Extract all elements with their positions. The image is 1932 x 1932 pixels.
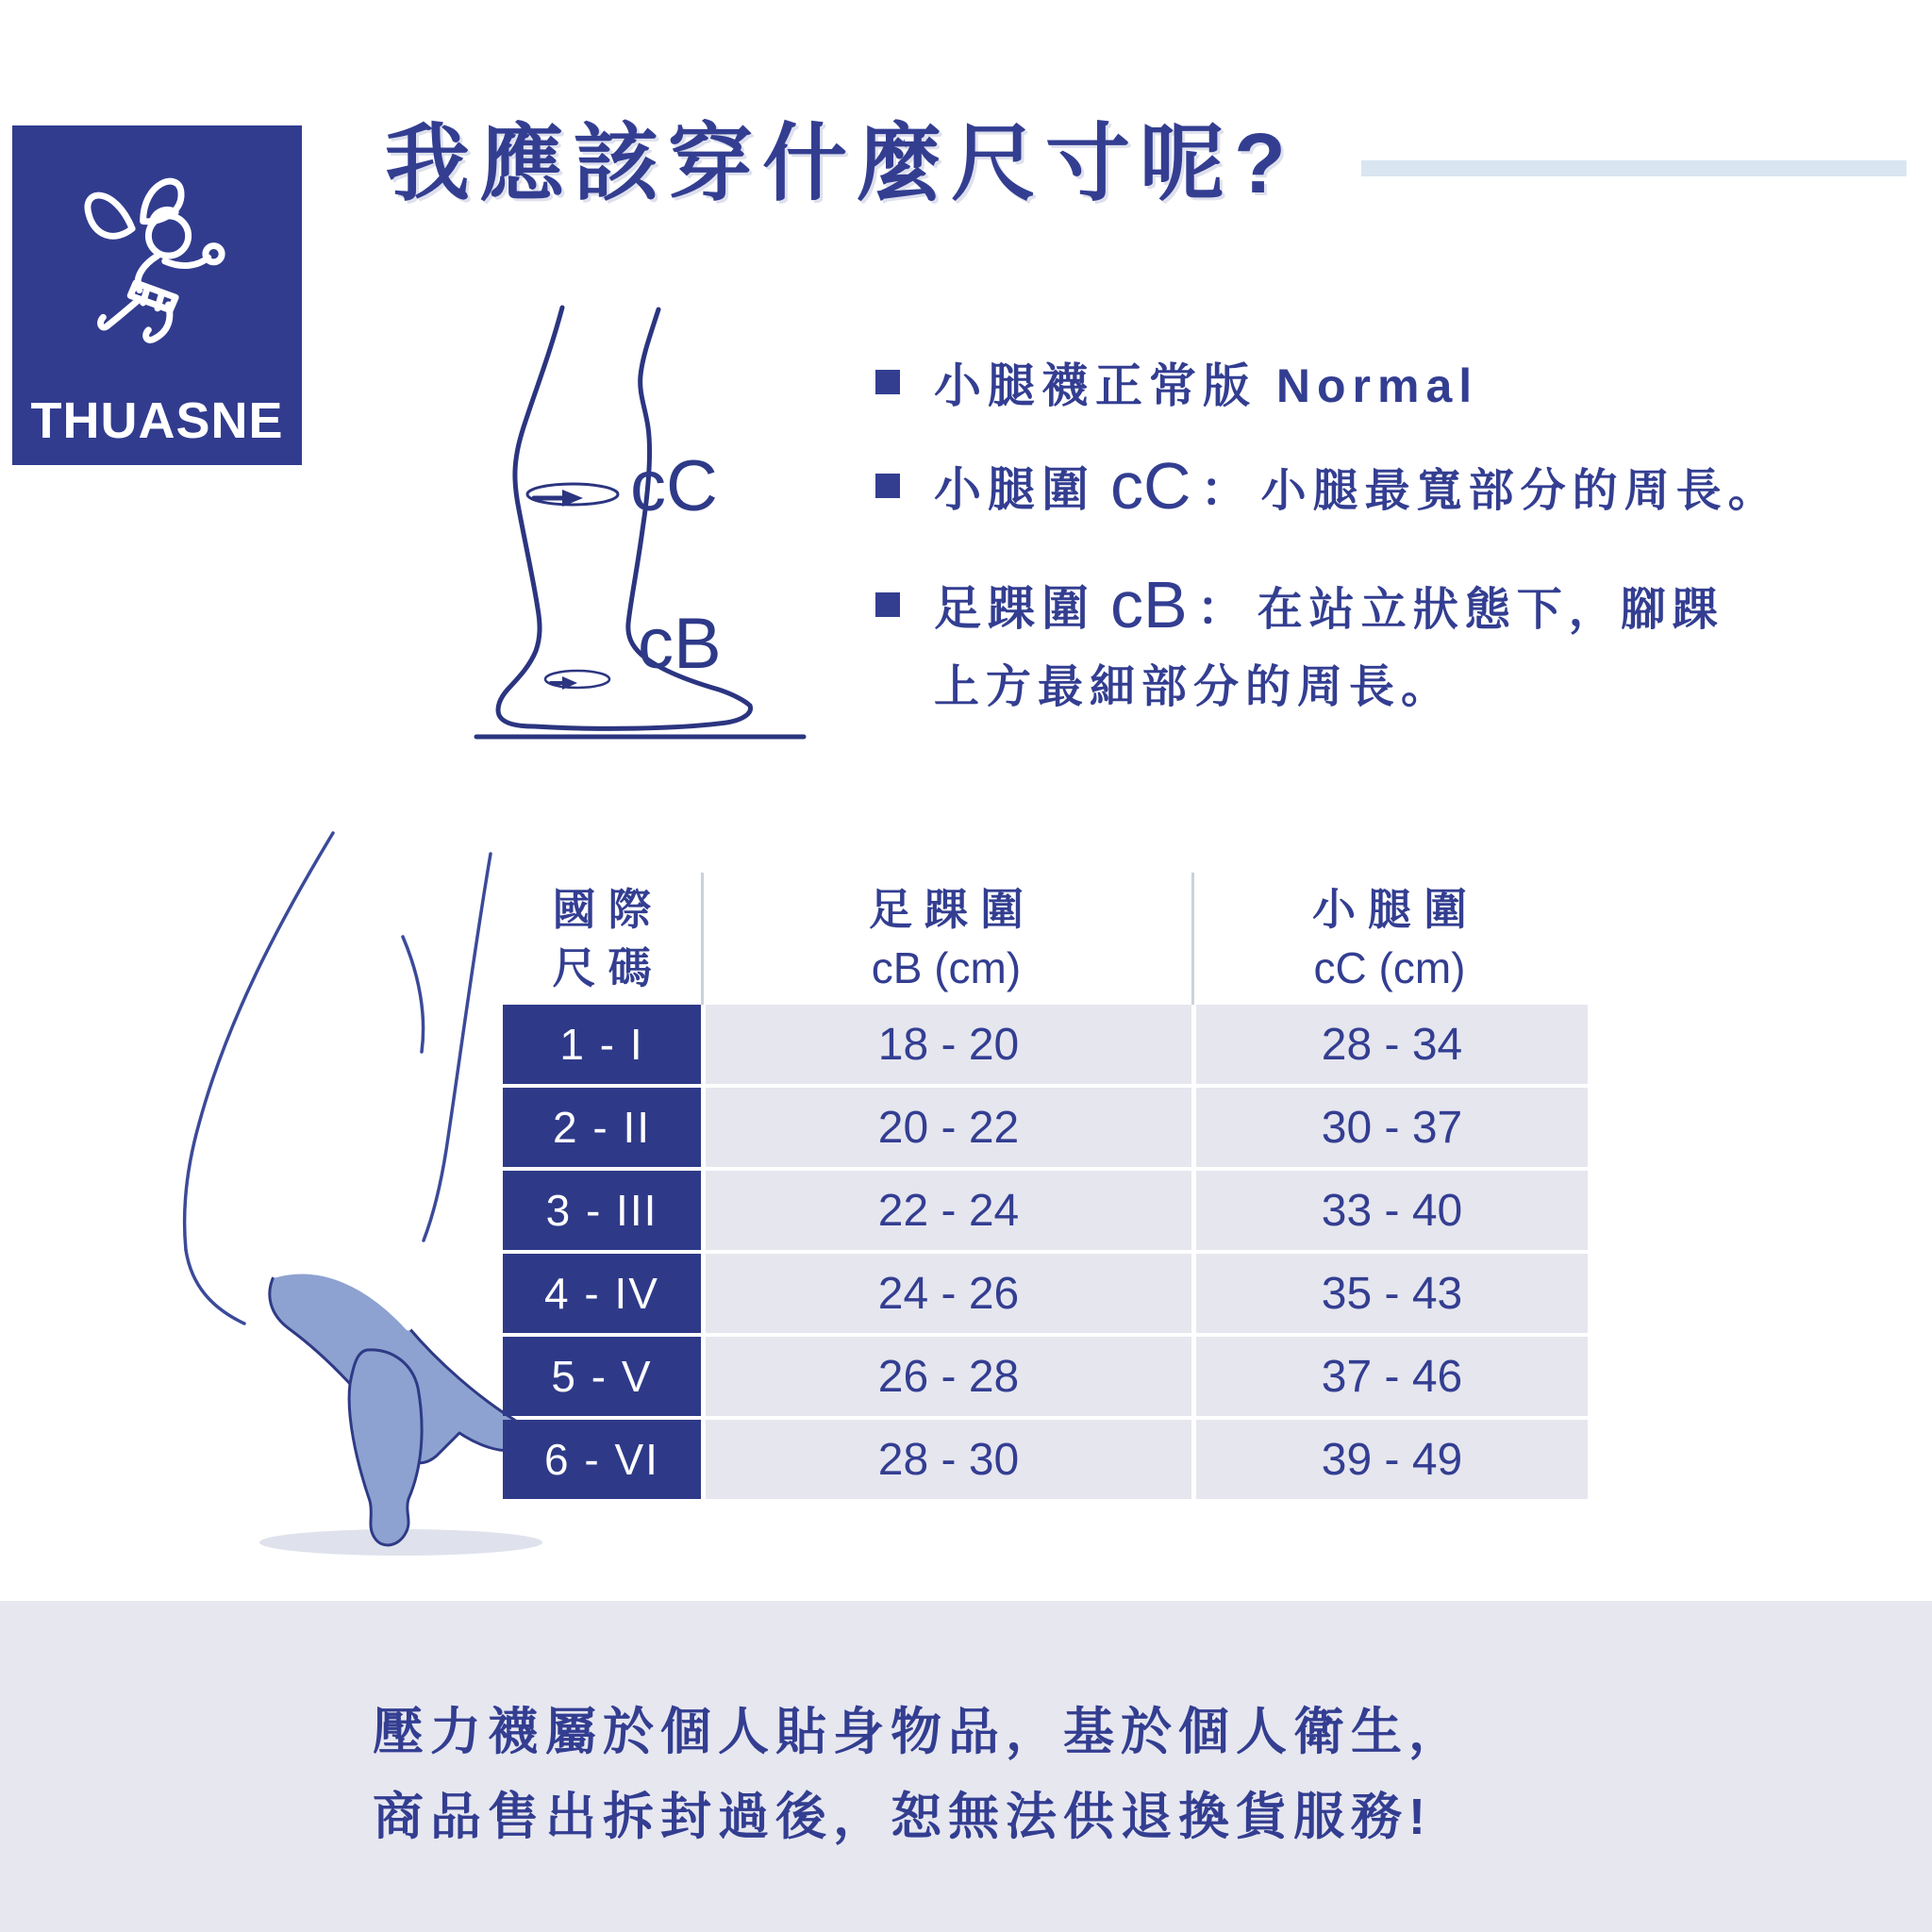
table-row bbox=[503, 1337, 1588, 1416]
bullet-description: 在站立狀態下，腳踝 bbox=[1257, 584, 1724, 635]
bullet-code: cB bbox=[1110, 568, 1188, 641]
table-row bbox=[503, 1088, 1588, 1167]
bullet-separator: ： bbox=[1200, 463, 1248, 516]
ankle-range-cell: 28 - 30 bbox=[706, 1420, 1191, 1499]
size-table bbox=[503, 873, 1588, 1499]
bullet-ankle-circumference bbox=[875, 564, 1724, 719]
ankle-range-cell: 22 - 24 bbox=[706, 1171, 1191, 1250]
bullet-term: 足踝圍 bbox=[934, 582, 1095, 635]
header-calf-circumference: 小腿圍 cC (cm) bbox=[1312, 885, 1479, 992]
calf-range-cell: 28 - 34 bbox=[1196, 1005, 1588, 1084]
header-divider bbox=[701, 873, 704, 1005]
calf-range-cell: 39 - 49 bbox=[1196, 1420, 1588, 1499]
legs-illustration bbox=[90, 825, 571, 1571]
header-ankle-circumference: 足踝圍 cB (cm) bbox=[869, 885, 1036, 992]
cherub-icon bbox=[67, 159, 248, 356]
bullet-square-icon bbox=[875, 474, 900, 498]
header-international-size: 國際 尺碼 bbox=[552, 885, 664, 992]
header-divider bbox=[1191, 873, 1194, 1005]
table-row bbox=[503, 1005, 1588, 1084]
calf-range-cell: 33 - 40 bbox=[1196, 1171, 1588, 1250]
bullet-square-icon bbox=[875, 370, 900, 394]
size-cell: 5 - V bbox=[503, 1337, 701, 1416]
ankle-range-cell: 20 - 22 bbox=[706, 1088, 1191, 1167]
page-title: 我應該穿什麼尺寸呢? bbox=[385, 117, 1295, 211]
bullet-description: 小腿最寬部分的周長。 bbox=[1260, 465, 1780, 516]
calf-range-cell: 35 - 43 bbox=[1196, 1254, 1588, 1333]
bullet-calf-circumference bbox=[875, 445, 1780, 526]
bullet-separator: ： bbox=[1196, 582, 1244, 635]
calf-circumference-label: cC bbox=[630, 446, 718, 526]
bullet-text: 小腿襪正常版 Normal bbox=[934, 359, 1479, 412]
thuasne-logo bbox=[12, 125, 302, 465]
size-table-body bbox=[503, 1005, 1588, 1499]
size-cell: 1 - I bbox=[503, 1005, 701, 1084]
table-row bbox=[503, 1420, 1588, 1499]
bullet-square-icon bbox=[875, 592, 900, 617]
size-cell: 4 - IV bbox=[503, 1254, 701, 1333]
title-underline bbox=[1361, 160, 1907, 176]
ankle-range-cell: 24 - 26 bbox=[706, 1254, 1191, 1333]
footer-line-2: 商品售出拆封過後，恕無法供退換貨服務! bbox=[373, 1789, 1432, 1845]
bullet-term: 小腿圍 bbox=[934, 463, 1095, 516]
table-header bbox=[503, 873, 1588, 1005]
leg-measure-diagram bbox=[472, 283, 811, 783]
size-cell: 6 - VI bbox=[503, 1420, 701, 1499]
table-row bbox=[503, 1171, 1588, 1250]
bullet-description-line2: 上方最細部分的周長。 bbox=[934, 661, 1454, 712]
ankle-range-cell: 18 - 20 bbox=[706, 1005, 1191, 1084]
size-cell: 2 - II bbox=[503, 1088, 701, 1167]
footer-line-1: 壓力襪屬於個人貼身物品，基於個人衛生， bbox=[373, 1704, 1466, 1760]
brand-text: THUASNE bbox=[30, 392, 284, 449]
ankle-range-cell: 26 - 28 bbox=[706, 1337, 1191, 1416]
ankle-circumference-label: cB bbox=[638, 604, 722, 684]
bullet-code: cC bbox=[1110, 449, 1191, 523]
calf-range-cell: 37 - 46 bbox=[1196, 1337, 1588, 1416]
calf-range-cell: 30 - 37 bbox=[1196, 1088, 1588, 1167]
footer-band bbox=[0, 1601, 1932, 1932]
table-row bbox=[503, 1254, 1588, 1333]
size-cell: 3 - III bbox=[503, 1171, 701, 1250]
bullet-normal-version bbox=[875, 341, 1478, 423]
